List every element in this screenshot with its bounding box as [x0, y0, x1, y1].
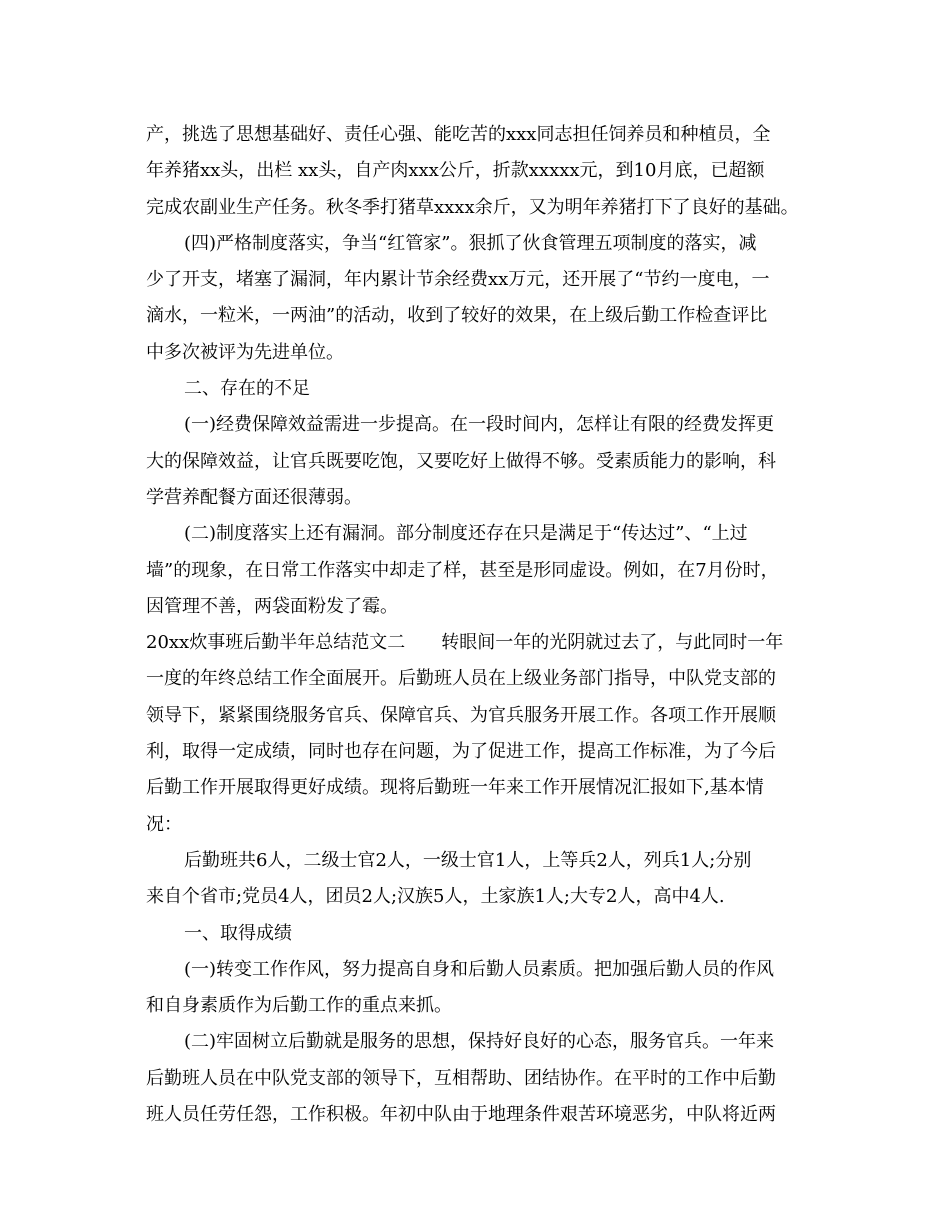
text-line: (四)严格制度落实，争当“红管家”。狠抓了伙食管理五项制度的落实，减	[184, 232, 757, 254]
text-line: 一、取得成绩	[184, 922, 292, 944]
text-line: 利，取得一定成绩，同时也存在问题，为了促进工作，提高工作标准，为了今后	[146, 741, 776, 763]
text-line: 班人员任劳任怨，工作积极。年初中队由于地理条件艰苦环境恶劣，中队将近两	[146, 1104, 776, 1126]
text-line: (一)转变工作作风，努力提高自身和后勤人员素质。把加强后勤人员的作风	[184, 958, 775, 980]
text-line: 一度的年终总结工作全面展开。后勤班人员在上级业务部门指导，中队党支部的	[146, 668, 776, 690]
text-line: 二、存在的不足	[184, 378, 310, 400]
text-line: 学营养配餐方面还很薄弱。	[146, 486, 362, 508]
text-line: 和自身素质作为后勤工作的重点来抓。	[146, 995, 452, 1017]
text-line: (二)牢固树立后勤就是服务的思想，保持好良好的心态，服务官兵。一年来	[184, 1031, 775, 1053]
text-line: (一)经费保障效益需进一步提高。在一段时间内，怎样让有限的经费发挥更	[184, 414, 775, 436]
text-line: (二)制度落实上还有漏洞。部分制度还存在只是满足于“传达过”、“上过	[184, 523, 748, 545]
text-line: 后勤班人员在中队党支部的领导下，互相帮助、团结协作。在平时的工作中后勤	[146, 1067, 776, 1089]
text-line: 少了开支，堵塞了漏洞，年内累计节余经费xx万元，还开展了“节约一度电，一	[146, 269, 770, 291]
text-line: 完成农副业生产任务。秋冬季打猪草xxxx余斤，又为明年养猪打下了良好的基础。	[146, 196, 799, 218]
text-line: 墙”的现象，在日常工作落实中却走了样，甚至是形同虚设。例如，在7月份时，	[146, 559, 779, 581]
text-line: 大的保障效益，让官兵既要吃饱，又要吃好上做得不够。受素质能力的影响，科	[146, 450, 776, 472]
text-line: 来自个省市;党员4人，团员2人;汉族5人，土家族1人;大专2人，高中4人.	[146, 886, 725, 908]
text-line: 后勤工作开展取得更好成绩。现将后勤班一年来工作开展情况汇报如下,基本情	[146, 777, 764, 799]
text-line: 因管理不善，两袋面粉发了霉。	[146, 595, 398, 617]
text-line: 20xx炊事班后勤半年总结范文二 转眼间一年的光阴就过去了，与此同时一年	[146, 632, 784, 654]
text-line: 滴水，一粒米，一两油”的活动，收到了较好的效果，在上级后勤工作检查评比	[146, 305, 768, 327]
text-line: 后勤班共6人，二级士官2人，一级士官1人，上等兵2人，列兵1人;分别	[184, 849, 752, 871]
text-line: 产，挑选了思想基础好、责任心强、能吃苦的xxx同志担任饲养员和种植员，全	[146, 124, 771, 145]
text-line: 中多次被评为先进单位。	[146, 341, 344, 363]
text-line: 领导下，紧紧围绕服务官兵、保障官兵、为官兵服务开展工作。各项工作开展顺	[146, 704, 776, 726]
text-line: 年养猪xx头，出栏 xx头，自产肉xxx公斤，折款xxxxx元，到10月底，已超额	[146, 160, 765, 182]
document-body	[146, 117, 810, 1133]
text-line: 况：	[146, 813, 182, 835]
